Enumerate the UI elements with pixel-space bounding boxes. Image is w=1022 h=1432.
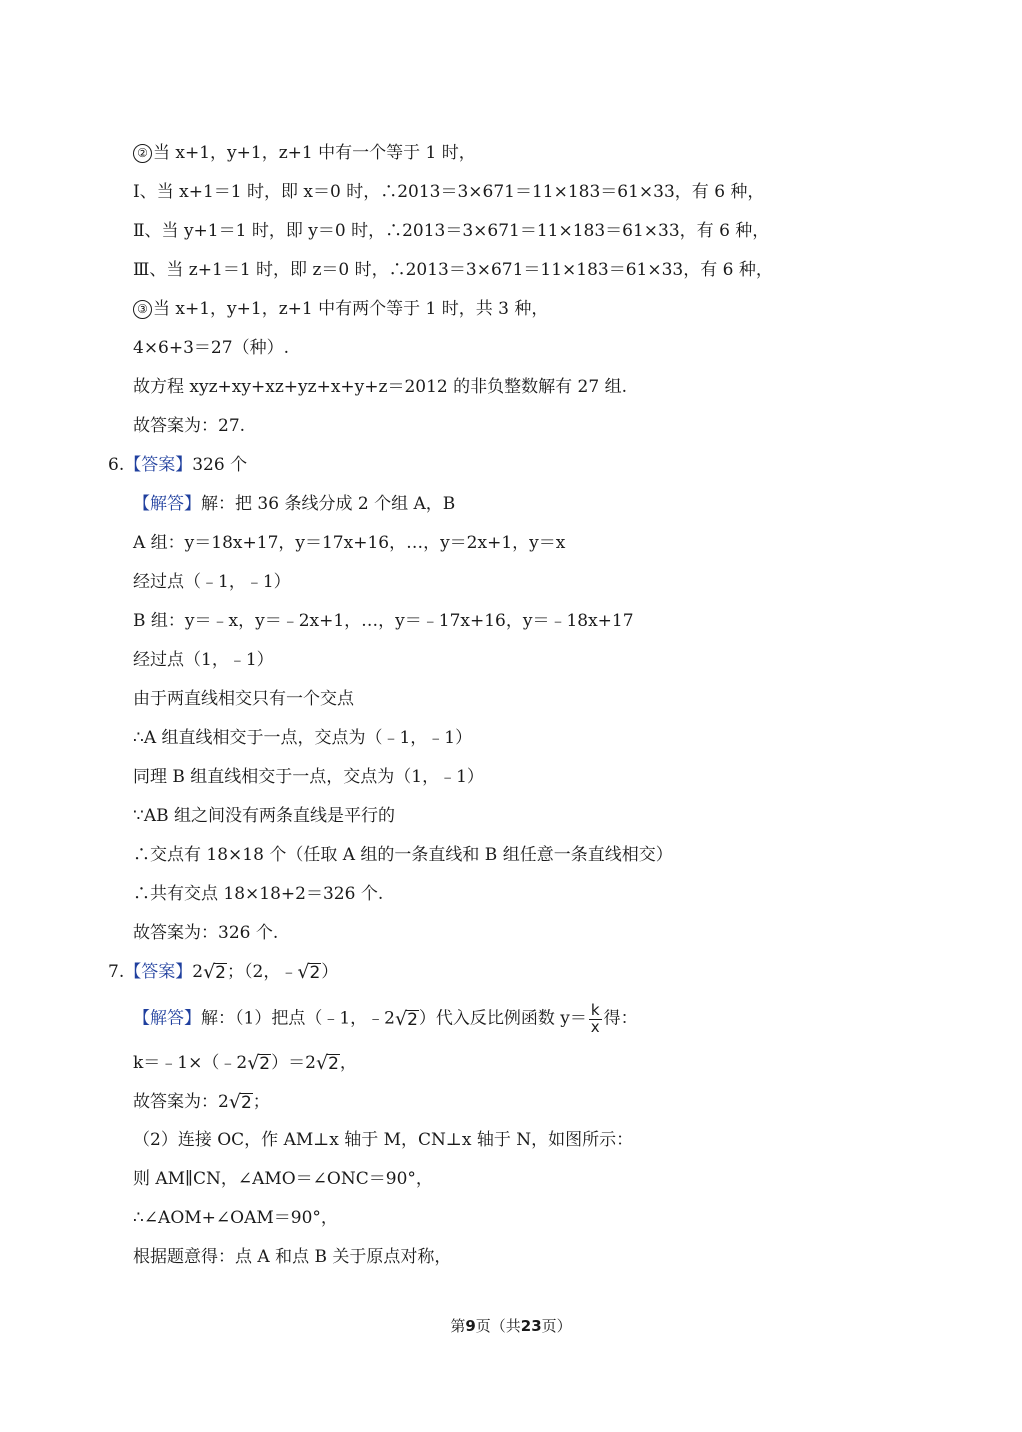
q7-line-symmetry: 根据题意得：点 A 和点 B 关于原点对称， (133, 1247, 452, 1267)
answer-line: 故答案为：27. (133, 416, 246, 436)
solution-tag: 【解答】 (133, 494, 201, 514)
case-3-line (133, 298, 548, 320)
radicand: 2 (407, 1009, 418, 1030)
q6-line-8: ∵AB 组之间没有两条直线是平行的 (133, 806, 395, 826)
solution-text: 解：把 36 条线分成 2 个组 A，B (201, 494, 456, 514)
q6-answer-line (108, 454, 247, 476)
footer-text: 页） (541, 1317, 572, 1335)
question-number: 6. (108, 455, 125, 475)
text: ；（2，﹣ (227, 962, 298, 982)
q6-line-11: 故答案为：326 个. (133, 923, 279, 943)
circled-number-3: ③ (133, 300, 152, 319)
text: k＝﹣1×（﹣2 (133, 1053, 248, 1073)
footer-text: 第 (450, 1317, 466, 1335)
q7-part-2-line: （2）连接 OC，作 AM⊥x 轴于 M，CN⊥x 轴于 N，如图所示： (133, 1130, 634, 1150)
q7-answer-line (108, 961, 338, 984)
denominator: x (590, 1018, 600, 1036)
footer-text: 页（共 (475, 1317, 521, 1335)
q7-k-line (133, 1052, 357, 1075)
text: 解：（1）把点（﹣1，﹣2 (201, 1008, 395, 1029)
text: ； (252, 1092, 270, 1112)
case-2-line (133, 142, 476, 164)
text: 当 x+1，y+1，z+1 中有两个等于 1 时，共 3 种， (153, 299, 549, 319)
case-ii-line: Ⅱ、当 y+1＝1 时，即 y＝0 时，∴2013＝3×671＝11×183＝61×33，有 6 种， (133, 221, 770, 241)
q6-line-2: 经过点（﹣1，﹣1） (133, 572, 291, 592)
total-pages: 23 (520, 1317, 542, 1335)
q7-solution-line (133, 1003, 638, 1035)
text: ， (339, 1053, 357, 1073)
q6-line-1: A 组：y＝18x+17，y＝17x+16，…，y＝2x+1，y＝x (133, 533, 566, 553)
text: 当 x+1，y+1，z+1 中有一个等于 1 时， (153, 143, 476, 163)
q7-line-parallel: 则 AM∥CN，∠AMO＝∠ONC＝90°， (133, 1169, 433, 1189)
numerator: k (590, 1001, 600, 1019)
answer-text: 326 个 (192, 455, 248, 475)
q6-line-6: ∴A 组直线相交于一点，交点为（﹣1，﹣1） (133, 728, 473, 748)
q6-line-4: 经过点（1，﹣1） (133, 650, 274, 670)
circled-number-2: ② (133, 144, 152, 163)
text: ）＝2 (271, 1053, 316, 1073)
sqrt-expression: √2 (203, 961, 226, 983)
fraction-k-over-x (589, 1003, 602, 1035)
q6-line-7: 同理 B 组直线相交于一点，交点为（1，﹣1） (133, 767, 484, 787)
sqrt-expression: √2 (394, 1007, 418, 1030)
sqrt-expression: √2 (228, 1091, 252, 1113)
q6-line-10: ∴共有交点 18×18+2＝326 个. (133, 884, 384, 904)
text: 2 (192, 962, 204, 982)
sqrt-expression: √2 (297, 961, 321, 983)
page-number: 9 (465, 1317, 476, 1335)
q6-line-5: 由于两直线相交只有一个交点 (133, 689, 354, 709)
text: ） (321, 962, 339, 982)
radicand: 2 (328, 1054, 339, 1074)
text: ）代入反比例函数 y＝ (418, 1008, 587, 1029)
q6-solution-line (133, 493, 455, 515)
answer-tag: 【答案】 (124, 455, 193, 475)
text: 得： (603, 1008, 638, 1029)
text: 故答案为：2 (133, 1092, 229, 1112)
q6-line-3: B 组：y＝﹣x，y＝﹣2x+1，…，y＝﹣17x+16，y＝﹣18x+17 (133, 611, 634, 631)
radicand: 2 (309, 963, 321, 983)
conclusion-line: 故方程 xyz+xy+xz+yz+x+y+z＝2012 的非负整数解有 27 组. (133, 377, 627, 397)
question-number: 7. (108, 962, 125, 982)
case-iii-line: Ⅲ、当 z+1＝1 时，即 z＝0 时，∴2013＝3×671＝11×183＝61×33，有 6 种， (133, 260, 773, 280)
answer-tag: 【答案】 (124, 962, 193, 982)
case-i-line: Ⅰ、当 x+1＝1 时，即 x＝0 时，∴2013＝3×671＝11×183＝61×33，有 6 种， (133, 182, 765, 202)
sqrt-expression: √2 (315, 1052, 339, 1074)
count-line: 4×6+3＝27（种）. (133, 338, 289, 358)
page-footer (0, 1315, 1022, 1336)
radicand: 2 (215, 963, 226, 983)
q6-line-9: ∴交点有 18×18 个（任取 A 组的一条直线和 B 组任意一条直线相交） (133, 845, 673, 865)
solution-tag: 【解答】 (133, 1008, 201, 1029)
q7-line-angles: ∴∠AOM+∠OAM＝90°， (133, 1208, 338, 1228)
radicand: 2 (259, 1054, 271, 1074)
q7-answer-1-line (133, 1091, 270, 1114)
radicand: 2 (240, 1093, 252, 1113)
sqrt-expression: √2 (247, 1052, 271, 1074)
